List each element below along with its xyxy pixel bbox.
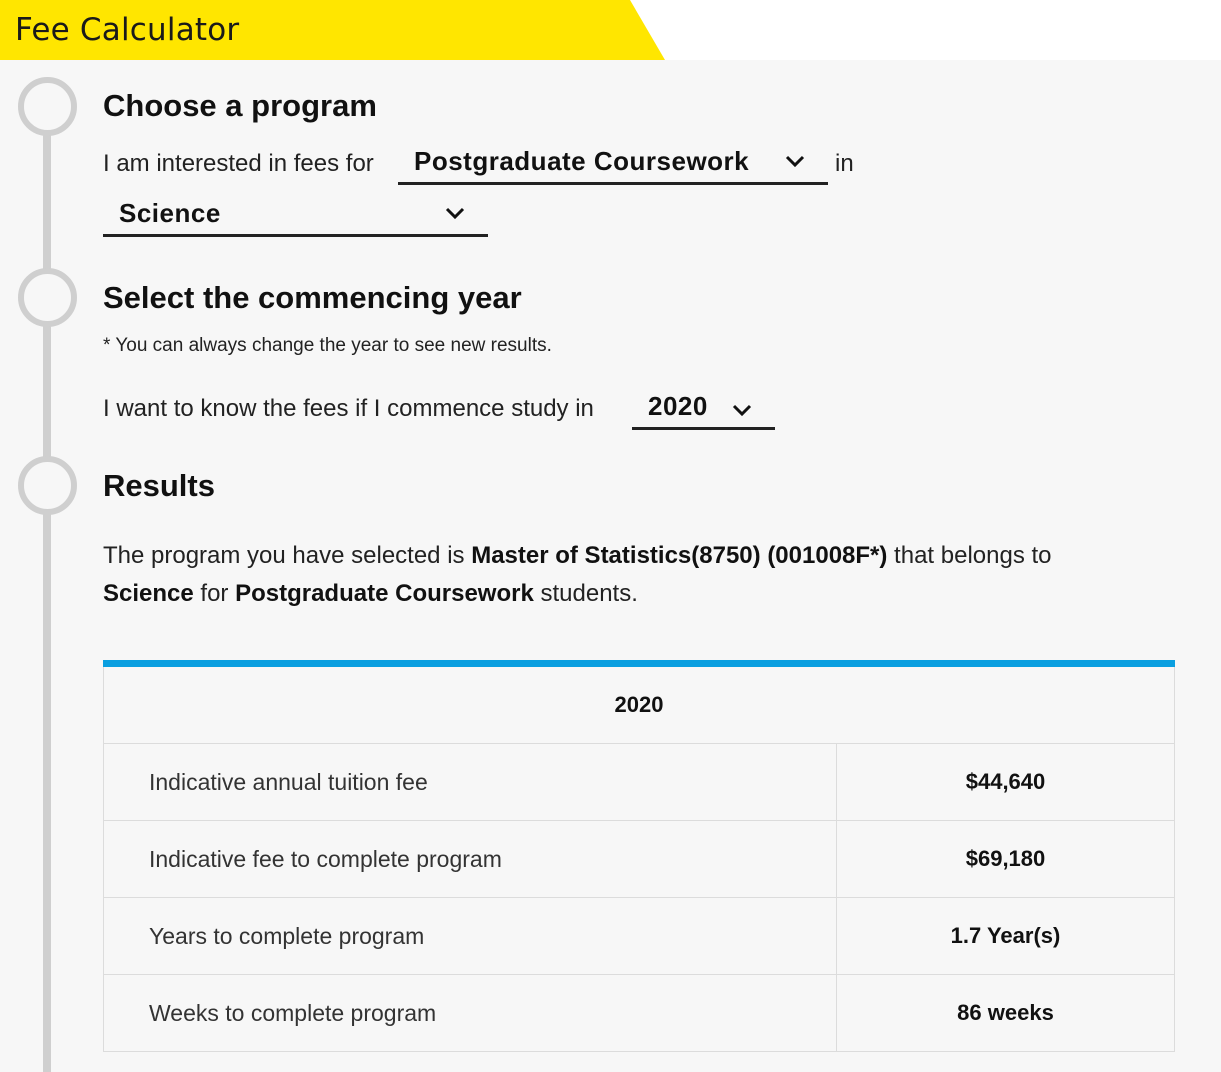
page-title: Fee Calculator (15, 12, 240, 48)
summary-text: that belongs to (887, 542, 1052, 569)
selected-level: Postgraduate Coursework (235, 580, 534, 607)
in-label: in (835, 150, 854, 177)
summary-text: The program you have selected is (103, 542, 472, 569)
table-row (103, 975, 1175, 1052)
table-row (103, 898, 1175, 975)
row-label: Indicative fee to complete program (104, 821, 837, 897)
chevron-down-icon (784, 150, 806, 172)
step-1-circle-icon (18, 77, 77, 136)
selected-faculty: Science (103, 580, 194, 607)
row-label: Weeks to complete program (104, 975, 837, 1051)
row-value: $44,640 (965, 769, 1046, 794)
choose-program-heading: Choose a program (103, 88, 377, 123)
results-heading: Results (103, 468, 215, 503)
commence-study-label: I want to know the fees if I commence study in (103, 395, 594, 422)
summary-text: for (193, 580, 236, 607)
year-select[interactable] (632, 391, 775, 430)
row-value: 1.7 Year(s) (950, 923, 1061, 948)
table-row (103, 744, 1175, 821)
results-summary (103, 537, 1163, 613)
row-value: 86 weeks (957, 1000, 1054, 1025)
study-level-select[interactable] (398, 146, 828, 185)
faculty-value: Science (119, 198, 221, 228)
table-year-header: 2020 (103, 667, 1175, 744)
summary-text: students. (533, 580, 638, 607)
chevron-down-icon (444, 202, 466, 224)
fees-for-label: I am interested in fees for (103, 150, 374, 177)
year-note: * You can always change the year to see new results. (103, 335, 552, 356)
step-3-circle-icon (18, 456, 77, 515)
year-value: 2020 (648, 391, 708, 421)
timeline-line (43, 105, 51, 1072)
selected-program: Master of Statistics(8750) (001008F*) (471, 542, 888, 569)
study-level-value: Postgraduate Coursework (414, 146, 750, 176)
table-row (103, 821, 1175, 898)
commencing-year-heading: Select the commencing year (103, 280, 522, 315)
row-label: Years to complete program (104, 898, 837, 974)
fee-results-table (103, 660, 1175, 1052)
row-value: $69,180 (965, 846, 1046, 871)
row-label: Indicative annual tuition fee (104, 744, 837, 820)
step-2-circle-icon (18, 268, 77, 327)
chevron-down-icon (731, 399, 753, 421)
faculty-select[interactable] (103, 198, 488, 237)
